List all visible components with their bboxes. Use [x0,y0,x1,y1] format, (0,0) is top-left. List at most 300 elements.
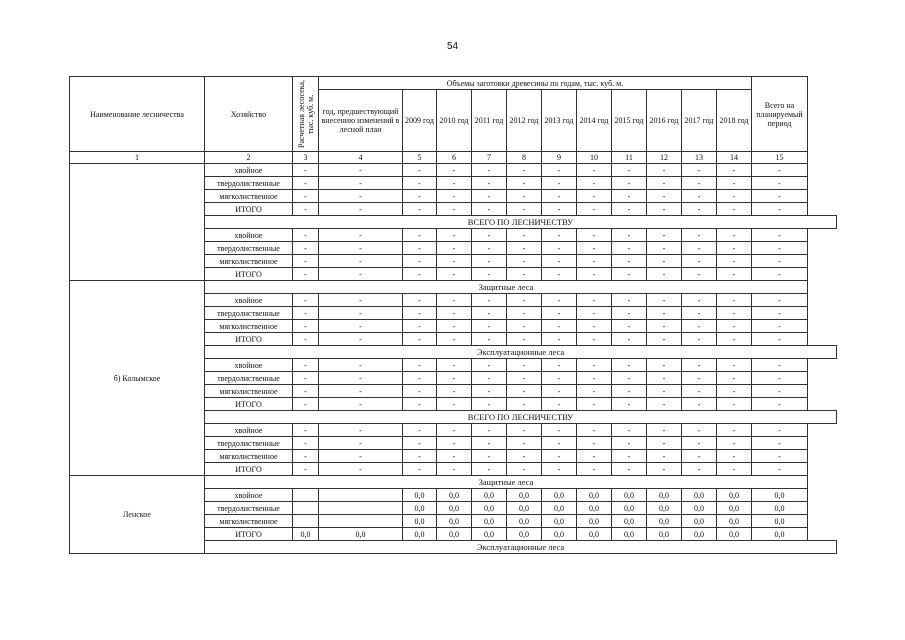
year-value-cell: - [717,398,752,411]
estimated-cut-cell [293,489,319,502]
farm-cell: ИТОГО [205,203,293,216]
previous-year-cell: - [319,242,403,255]
year-value-cell: - [682,177,717,190]
year-value-cell: - [403,294,437,307]
previous-year-cell: - [319,385,403,398]
year-value-cell: - [507,242,542,255]
year-value-cell: - [577,437,612,450]
year-value-cell: - [577,359,612,372]
year-value-cell: - [472,307,507,320]
estimated-cut-cell: - [293,463,319,476]
year-value-cell: 0,0 [717,515,752,528]
year-value-cell: - [717,372,752,385]
previous-year-cell: - [319,320,403,333]
year-value-cell: - [542,229,577,242]
year-value-cell: - [472,333,507,346]
year-value-cell: - [612,463,647,476]
farm-cell: хвойное [205,489,293,502]
year-value-cell: - [472,463,507,476]
farm-cell: хвойное [205,294,293,307]
estimated-cut-cell: - [293,190,319,203]
year-value-cell: - [472,450,507,463]
year-value-cell: - [717,450,752,463]
year-value-cell: - [647,385,682,398]
year-value-cell: - [577,398,612,411]
total-cell: - [752,320,808,333]
year-value-cell: - [542,307,577,320]
year-value-cell: - [717,385,752,398]
year-value-cell: - [507,359,542,372]
year-value-cell: - [717,203,752,216]
estimated-cut-cell: - [293,307,319,320]
year-value-cell: - [577,450,612,463]
year-value-cell: 0,0 [647,515,682,528]
year-value-cell: - [612,320,647,333]
year-value-cell: - [507,450,542,463]
total-cell: - [752,255,808,268]
year-value-cell: - [437,203,472,216]
year-value-cell: 0,0 [577,515,612,528]
year-value-cell: - [612,203,647,216]
farm-cell: твердолиственные [205,177,293,190]
column-number: 10 [577,152,612,164]
year-value-cell: - [647,164,682,177]
year-value-cell: 0,0 [717,528,752,541]
year-value-cell: - [437,164,472,177]
year-value-cell: - [717,320,752,333]
year-value-cell: - [403,203,437,216]
year-value-cell: - [612,359,647,372]
year-value-cell: - [403,307,437,320]
previous-year-cell: - [319,307,403,320]
year-value-cell: - [507,294,542,307]
year-value-cell: - [403,268,437,281]
farm-cell: мягколиственное [205,515,293,528]
year-value-cell: 0,0 [472,528,507,541]
year-value-cell: - [612,242,647,255]
page-number: 54 [446,41,459,52]
header-year: 2014 год [577,90,612,152]
farm-cell: мягколиственное [205,450,293,463]
year-value-cell: - [612,294,647,307]
year-value-cell: - [472,203,507,216]
estimated-cut-cell: - [293,203,319,216]
year-value-cell: - [403,229,437,242]
previous-year-cell: - [319,203,403,216]
year-value-cell: - [577,372,612,385]
header-year: 2018 год [717,90,752,152]
header-year: 2013 год [542,90,577,152]
year-value-cell: 0,0 [577,528,612,541]
year-value-cell: - [717,359,752,372]
year-value-cell: 0,0 [472,515,507,528]
year-value-cell: - [682,268,717,281]
previous-year-cell: - [319,177,403,190]
year-value-cell: - [437,463,472,476]
year-value-cell: 0,0 [612,515,647,528]
year-value-cell: 0,0 [647,489,682,502]
total-cell: - [752,359,808,372]
year-value-cell: - [647,268,682,281]
previous-year-cell [319,502,403,515]
year-value-cell: - [403,177,437,190]
year-value-cell: - [717,268,752,281]
year-value-cell: - [682,307,717,320]
estimated-cut-cell: 0,0 [293,528,319,541]
year-value-cell: - [717,424,752,437]
year-value-cell: - [507,190,542,203]
year-value-cell: - [682,385,717,398]
column-number: 15 [752,152,808,164]
year-value-cell: - [612,437,647,450]
year-value-cell: - [437,242,472,255]
year-value-cell: - [507,320,542,333]
year-value-cell: - [542,268,577,281]
year-value-cell: - [403,385,437,398]
year-value-cell: - [437,359,472,372]
year-value-cell: - [472,320,507,333]
year-value-cell: - [682,242,717,255]
farm-cell: хвойное [205,229,293,242]
header-farm: Хозяйство [205,77,293,152]
year-value-cell: - [577,242,612,255]
year-value-cell: - [647,424,682,437]
total-cell: 0,0 [752,515,808,528]
year-value-cell: - [682,359,717,372]
year-value-cell: - [612,385,647,398]
year-value-cell: 0,0 [542,515,577,528]
year-value-cell: 0,0 [577,502,612,515]
year-value-cell: - [717,229,752,242]
year-value-cell: 0,0 [717,502,752,515]
year-value-cell: - [612,177,647,190]
year-value-cell: - [507,385,542,398]
year-value-cell: - [472,437,507,450]
year-value-cell: - [437,424,472,437]
year-value-cell: - [472,229,507,242]
year-value-cell: - [542,177,577,190]
year-value-cell: - [682,255,717,268]
year-value-cell: - [647,177,682,190]
previous-year-cell: - [319,229,403,242]
year-value-cell: - [403,320,437,333]
total-cell: - [752,190,808,203]
year-value-cell: - [403,255,437,268]
year-value-cell: - [612,398,647,411]
column-number: 2 [205,152,293,164]
year-value-cell: - [682,190,717,203]
previous-year-cell: - [319,463,403,476]
year-value-cell: - [403,437,437,450]
year-value-cell: 0,0 [403,502,437,515]
year-value-cell: - [647,229,682,242]
year-value-cell: - [647,398,682,411]
header-year: 2009 год [403,90,437,152]
farm-cell: твердолиственные [205,502,293,515]
farm-cell: ИТОГО [205,528,293,541]
total-cell: 0,0 [752,489,808,502]
year-value-cell: 0,0 [403,528,437,541]
year-value-cell: - [507,437,542,450]
year-value-cell: - [577,333,612,346]
year-value-cell: - [437,190,472,203]
column-number: 5 [403,152,437,164]
year-value-cell: - [577,307,612,320]
year-value-cell: - [717,294,752,307]
year-value-cell: - [403,164,437,177]
previous-year-cell: - [319,294,403,307]
year-value-cell: 0,0 [647,502,682,515]
year-value-cell: 0,0 [437,502,472,515]
year-value-cell: 0,0 [682,502,717,515]
total-cell: - [752,424,808,437]
year-value-cell: - [577,164,612,177]
column-number: 7 [472,152,507,164]
year-value-cell: - [682,463,717,476]
year-value-cell: - [542,320,577,333]
year-value-cell: - [403,398,437,411]
farm-cell: твердолиственные [205,437,293,450]
year-value-cell: - [542,463,577,476]
year-value-cell: - [437,255,472,268]
farm-cell: ИТОГО [205,333,293,346]
estimated-cut-cell: - [293,268,319,281]
year-value-cell: - [507,229,542,242]
year-value-cell: - [542,294,577,307]
year-value-cell: - [472,359,507,372]
year-value-cell: 0,0 [472,502,507,515]
header-year: 2012 год [507,90,542,152]
estimated-cut-cell: - [293,177,319,190]
year-value-cell: - [717,333,752,346]
estimated-cut-cell: - [293,372,319,385]
farm-cell: ИТОГО [205,268,293,281]
year-value-cell: - [472,242,507,255]
year-value-cell: - [717,255,752,268]
year-value-cell: - [577,320,612,333]
year-value-cell: - [717,463,752,476]
year-value-cell: - [682,398,717,411]
operational-forests-label: Эксплуатационные леса [205,541,837,554]
estimated-cut-cell: - [293,359,319,372]
year-value-cell: - [682,203,717,216]
year-value-cell: - [507,307,542,320]
year-value-cell: - [437,398,472,411]
total-cell: - [752,203,808,216]
previous-year-cell: - [319,359,403,372]
header-estimated-cut-text: Расчетная лесосека, тыс. куб. м. [296,80,315,148]
year-value-cell: 0,0 [682,489,717,502]
year-value-cell: - [577,229,612,242]
estimated-cut-cell: - [293,437,319,450]
previous-year-cell: - [319,268,403,281]
year-value-cell: - [647,255,682,268]
protective-forests-label: Защитные леса [205,281,808,294]
header-year: 2017 год [682,90,717,152]
year-value-cell: - [472,255,507,268]
header-year: 2016 год [647,90,682,152]
year-value-cell: - [437,294,472,307]
year-value-cell: - [507,333,542,346]
total-cell: - [752,307,808,320]
year-value-cell: - [437,385,472,398]
year-value-cell: - [403,424,437,437]
protective-forests-label: Защитные леса [205,476,808,489]
estimated-cut-cell: - [293,294,319,307]
year-value-cell: - [577,385,612,398]
estimated-cut-cell: - [293,255,319,268]
year-value-cell: - [437,229,472,242]
year-value-cell: - [472,268,507,281]
year-value-cell: - [577,177,612,190]
year-value-cell: - [403,359,437,372]
farm-cell: ИТОГО [205,398,293,411]
header-estimated-cut [293,77,319,152]
column-number: 11 [612,152,647,164]
year-value-cell: 0,0 [403,515,437,528]
year-value-cell: 0,0 [577,489,612,502]
year-value-cell: - [542,450,577,463]
forestry-name-cell-continued [70,164,205,281]
year-value-cell: - [577,268,612,281]
year-value-cell: - [472,294,507,307]
year-value-cell: 0,0 [542,528,577,541]
previous-year-cell: - [319,255,403,268]
header-year: 2010 год [437,90,472,152]
year-value-cell: - [577,294,612,307]
year-value-cell: - [542,333,577,346]
estimated-cut-cell: - [293,385,319,398]
year-value-cell: - [542,424,577,437]
estimated-cut-cell [293,515,319,528]
header-year: 2015 год [612,90,647,152]
total-cell: - [752,177,808,190]
year-value-cell: - [647,242,682,255]
previous-year-cell: - [319,372,403,385]
previous-year-cell: - [319,190,403,203]
year-value-cell: 0,0 [437,528,472,541]
year-value-cell: - [437,437,472,450]
year-value-cell: - [472,385,507,398]
year-value-cell: 0,0 [542,502,577,515]
year-value-cell: - [542,398,577,411]
previous-year-cell [319,515,403,528]
year-value-cell: - [682,294,717,307]
column-number: 1 [70,152,205,164]
farm-cell: мягколиственное [205,190,293,203]
year-value-cell: - [612,307,647,320]
year-value-cell: - [577,190,612,203]
year-value-cell: - [612,333,647,346]
year-value-cell: - [437,333,472,346]
farm-cell: ИТОГО [205,463,293,476]
estimated-cut-cell: - [293,229,319,242]
year-value-cell: - [682,164,717,177]
year-value-cell: 0,0 [507,489,542,502]
year-value-cell: - [612,450,647,463]
year-value-cell: - [647,372,682,385]
estimated-cut-cell [293,502,319,515]
year-value-cell: - [472,398,507,411]
year-value-cell: - [647,437,682,450]
previous-year-cell: - [319,437,403,450]
column-number: 4 [319,152,403,164]
year-value-cell: - [717,307,752,320]
farm-cell: хвойное [205,359,293,372]
year-value-cell: 0,0 [472,489,507,502]
year-value-cell: - [717,242,752,255]
year-value-cell: - [647,307,682,320]
year-value-cell: - [472,424,507,437]
previous-year-cell: 0,0 [319,528,403,541]
total-cell: - [752,450,808,463]
header-year: 2011 год [472,90,507,152]
year-value-cell: - [507,203,542,216]
farm-cell: мягколиственное [205,255,293,268]
year-value-cell: - [437,372,472,385]
year-value-cell: - [612,255,647,268]
year-value-cell: 0,0 [682,515,717,528]
year-value-cell: - [507,463,542,476]
header-volumes-title: Объемы заготовки древесины по годам, тыс. куб. м. [319,77,752,90]
estimated-cut-cell: - [293,333,319,346]
year-value-cell: - [437,320,472,333]
year-value-cell: - [717,177,752,190]
year-value-cell: - [647,203,682,216]
year-value-cell: - [717,164,752,177]
year-value-cell: - [577,255,612,268]
year-value-cell: - [542,203,577,216]
year-value-cell: - [647,333,682,346]
farm-cell: твердолиственные [205,242,293,255]
estimated-cut-cell: - [293,398,319,411]
year-value-cell: - [403,242,437,255]
year-value-cell: - [542,359,577,372]
total-cell: - [752,398,808,411]
year-value-cell: - [472,164,507,177]
year-value-cell: - [403,372,437,385]
year-value-cell: - [682,372,717,385]
year-value-cell: 0,0 [507,515,542,528]
year-value-cell: - [542,255,577,268]
year-value-cell: - [437,307,472,320]
year-value-cell: - [682,333,717,346]
estimated-cut-cell: - [293,320,319,333]
total-cell: 0,0 [752,502,808,515]
year-value-cell: - [403,333,437,346]
year-value-cell: - [437,450,472,463]
previous-year-cell [319,489,403,502]
column-number: 12 [647,152,682,164]
farm-cell: мягколиственное [205,320,293,333]
column-number: 13 [682,152,717,164]
total-cell: - [752,294,808,307]
previous-year-cell: - [319,333,403,346]
previous-year-cell: - [319,164,403,177]
year-value-cell: - [612,190,647,203]
year-value-cell: - [542,372,577,385]
estimated-cut-cell: - [293,242,319,255]
total-cell: 0,0 [752,528,808,541]
year-value-cell: - [507,398,542,411]
year-value-cell: 0,0 [437,515,472,528]
column-number: 6 [437,152,472,164]
header-previous-year: год, предшествующий внесению изменений в лесной план [319,90,403,152]
year-value-cell: - [403,463,437,476]
year-value-cell: - [472,190,507,203]
year-value-cell: - [612,372,647,385]
year-value-cell: - [647,320,682,333]
